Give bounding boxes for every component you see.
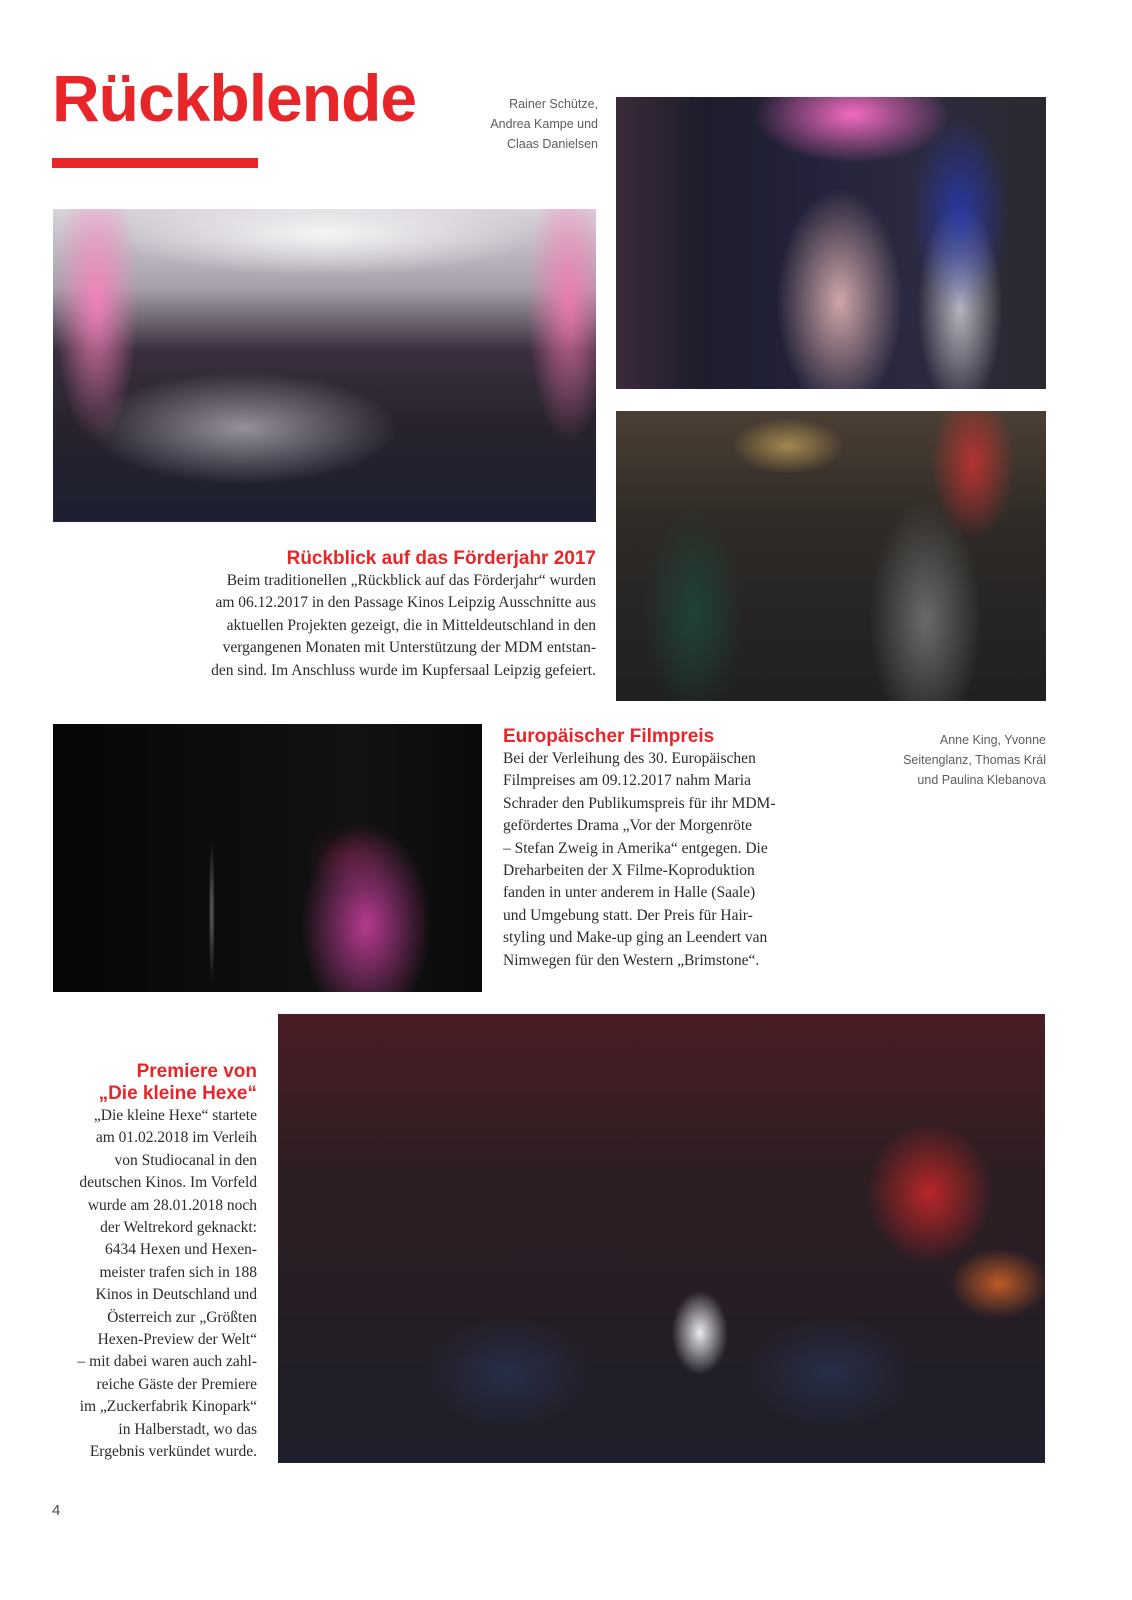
- body-line: Beim traditionellen „Rückblick auf das Förderjahr“ wurden: [226, 572, 596, 589]
- body-line: den sind. Im Anschluss wurde im Kupfersaal Leipzig gefeiert.: [211, 661, 596, 679]
- body-line: fanden in unter anderem in Halle (Saale): [503, 884, 756, 902]
- headline-line: Premiere von: [136, 1061, 257, 1082]
- caption-line: Anne King, Yvonne: [939, 733, 1046, 747]
- body-line: vergangenen Monaten mit Unterstützung der MDM entstan-: [222, 639, 596, 657]
- body-line: Ergebnis verkündet wurde.: [89, 1443, 257, 1461]
- article-body: [503, 748, 823, 972]
- body-line: Schrader den Publikumspreis für ihr MDM-: [503, 794, 776, 812]
- body-line: und Umgebung statt. Der Preis für Hair-: [503, 906, 753, 924]
- photo-banquet-hall: [53, 209, 596, 522]
- body-line: in Halberstadt, wo das: [118, 1420, 257, 1438]
- body-line: styling und Make-up ging an Leendert van: [503, 929, 768, 947]
- article-headline: Europäischer Filmpreis: [503, 726, 715, 747]
- body-line: Hexen-Preview der Welt“: [97, 1331, 257, 1349]
- article-foerderjahr: [150, 547, 596, 682]
- body-line: – Stefan Zweig in Amerika“ entgegen. Die: [503, 839, 768, 857]
- body-line: wurde am 28.01.2018 noch: [87, 1196, 257, 1214]
- page-number: 4: [52, 1502, 61, 1519]
- photo-trio-portrait: [616, 97, 1046, 389]
- body-line: am 01.02.2018 im Verleih: [95, 1129, 257, 1147]
- headline-line: „Die kleine Hexe“: [98, 1083, 257, 1104]
- body-line: „Die kleine Hexe“ startete: [93, 1107, 257, 1124]
- photo-witch-crowd: [278, 1014, 1045, 1463]
- body-line: Bei der Verleihung des 30. Europäischen: [503, 750, 756, 767]
- caption-line: Seitenglanz, Thomas Král: [903, 753, 1046, 767]
- article-kleine-hexe: [50, 1061, 257, 1464]
- body-line: Kinos in Deutschland und: [95, 1286, 257, 1304]
- photo-award-stage: [53, 724, 482, 992]
- title-underline-rule: [52, 158, 258, 168]
- article-headline: Rückblick auf das Förderjahr 2017: [286, 548, 596, 569]
- body-line: aktuellen Projekten gezeigt, die in Mitteldeutschland in den: [226, 616, 596, 634]
- photo-group-bar: [616, 411, 1046, 701]
- body-line: gefördertes Drama „Vor der Morgenröte: [503, 817, 753, 835]
- body-line: meister trafen sich in 188: [99, 1263, 257, 1281]
- caption-line: Andrea Kampe und: [490, 117, 598, 131]
- body-line: deutschen Kinos. Im Vorfeld: [79, 1174, 257, 1192]
- body-line: 6434 Hexen und Hexen-: [105, 1241, 257, 1259]
- article-headline: [50, 1061, 257, 1105]
- photo-caption-trio: [430, 94, 598, 154]
- page-title: Rückblende: [52, 61, 417, 135]
- article-filmpreis: [503, 725, 823, 972]
- body-line: Nimwegen für den Western „Brimstone“.: [503, 951, 760, 969]
- body-line: reiche Gäste der Premiere: [96, 1375, 257, 1393]
- article-body: [50, 1105, 257, 1464]
- body-line: der Weltrekord geknackt:: [100, 1219, 257, 1237]
- caption-line: und Paulina Klebanova: [917, 773, 1046, 787]
- body-line: Filmpreises am 09.12.2017 nahm Maria: [503, 772, 751, 790]
- photo-caption-group: [860, 730, 1046, 790]
- body-line: am 06.12.2017 in den Passage Kinos Leipzig Ausschnitte aus: [215, 594, 596, 612]
- body-line: Dreharbeiten der X Filme-Koproduktion: [503, 862, 755, 880]
- body-line: von Studiocanal in den: [114, 1151, 257, 1169]
- article-body: [150, 570, 596, 682]
- body-line: – mit dabei waren auch zahl-: [77, 1353, 257, 1371]
- body-line: im „Zuckerfabrik Kinopark“: [79, 1398, 257, 1416]
- body-line: Österreich zur „Größten: [107, 1308, 257, 1326]
- caption-line: Claas Danielsen: [506, 137, 598, 151]
- caption-line: Rainer Schütze,: [509, 97, 598, 111]
